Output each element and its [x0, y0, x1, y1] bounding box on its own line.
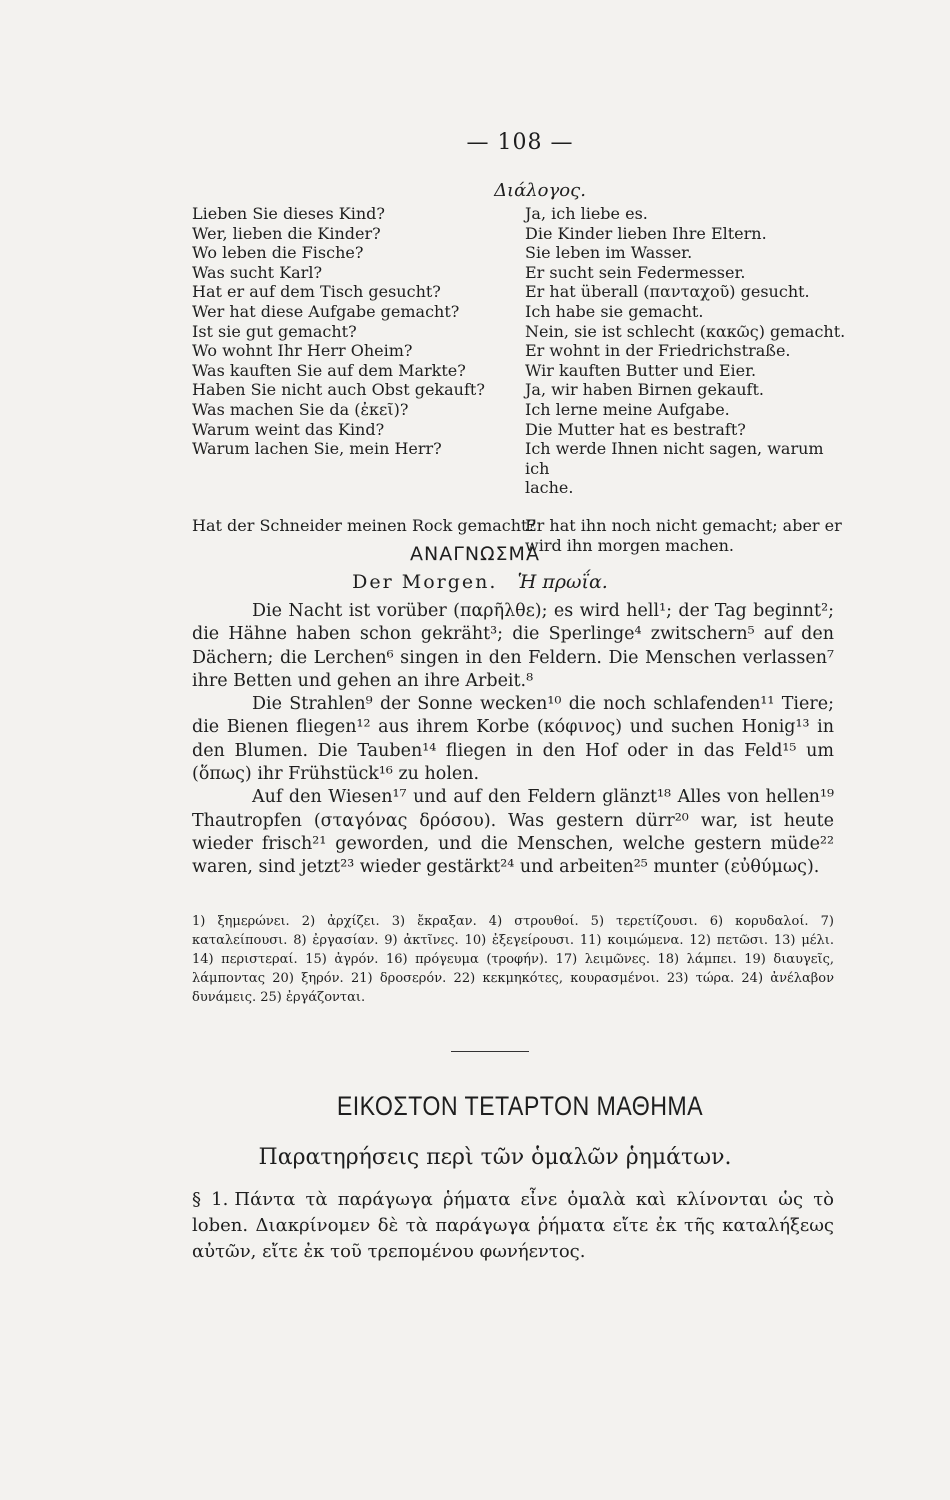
dialogue-question: Ist sie gut gemacht? [192, 321, 357, 341]
reading-subtitle-greek: Ἡ πρωΐα. [517, 571, 608, 593]
dialogue-row [192, 516, 852, 536]
dialogue-question: Was machen Sie da (ἐκεῖ)? [192, 399, 409, 419]
dialogue-row [192, 361, 852, 381]
dialogue-answer: Er hat überall (πανταχοῦ) gesucht. [525, 282, 810, 302]
dialogue-answer: Ich werde Ihnen nicht sagen, warum ich [525, 439, 824, 478]
dialogue-row [192, 420, 852, 440]
paragraph-mark: § 1. [192, 1189, 229, 1210]
dialogue-question: Was kauften Sie auf dem Markte? [192, 360, 466, 380]
dialogue-answer: Er hat ihn noch nicht gemacht; aber er [525, 515, 842, 535]
reading-paragraph: Die Strahlen⁹ der Sonne wecken¹⁰ die noch schlafenden¹¹ Tiere; die Bienen fliegen¹² aus ihrem Korbe (κόφινος) und suchen Honig¹³ in den Blumen. Die Tauben¹⁴ fliegen in den Hof oder in das Feld¹⁵ um (ὅπως) ihr Frühstück¹⁶ zu holen. [192, 694, 834, 785]
dialogue-answer: Wir kauften Butter und Eier. [525, 360, 757, 380]
dialogue-row [192, 341, 852, 361]
lesson-subtitle: Παρατηρήσεις περὶ τῶν ὁμαλῶν ῥημάτων. [258, 1145, 732, 1170]
footnotes: 1) ξημερώνει. 2) ἀρχίζει. 3) ἔκραξαν. 4) στρουθοί. 5) τερετίζουσι. 6) κορυδαλοί. 7) καταλείπουσι. 8) ἐργασίαν. 9) ἀκτῖνες. 10) ἐξεγείρουσι. 11) κοιμώμενα. 12) πετῶσι. 13) μέλι. 14) περιστεραί. 15) ἀγρόν. 16) πρόγευμα (τροφήν). 17) λειμῶνες. 18) λάμπει. 19) διαυγεῖς, λάμποντας 20) ξηρόν. 21) δροσερόν. 22) κεκμηκότες, κουρασμένοι. 23) τώρα. 24) ἀνέλαβον δυνάμεις. 25) ἐργάζονται. [192, 914, 834, 1005]
dialogue-answer: Ja, wir haben Birnen gekauft. [525, 380, 764, 400]
dialogue-row [192, 380, 852, 400]
dialogue-question: Lieben Sie dieses Kind? [192, 204, 385, 223]
dialogue-row [192, 400, 852, 420]
lesson-text [192, 1187, 834, 1265]
dialogue-answer: Die Kinder lieben Ihre Eltern. [525, 223, 767, 243]
dialogue-question: Haben Sie nicht auch Obst gekauft? [192, 380, 485, 400]
reading-paragraph: Die Nacht ist vorüber (παρῆλθε); es wird hell¹; der Tag beginnt²; die Hähne haben schon gekräht³; die Sperlinge⁴ zwitschern⁵ auf den Dächern; die Lerchen⁶ singen in den Feldern. Die Menschen verlassen⁷ ihre Betten und gehen an ihre Arbeit.⁸ [192, 601, 834, 691]
dialogue-answer: Sie leben im Wasser. [525, 243, 693, 263]
dialogue-answer: wird ihn morgen machen. [525, 535, 734, 555]
dialogue-row [192, 263, 852, 283]
dialogue-answer: Er wohnt in der Friedrichstraße. [525, 341, 791, 361]
dialogue-answer: Ich habe sie gemacht. [525, 301, 704, 321]
lesson-title: ΕΙΚΟΣΤΟΝ ΤΕΤΑΡΤΟΝ ΜΑΘΗΜΑ [336, 1091, 704, 1121]
dialogue-question: Wo wohnt Ihr Herr Oheim? [192, 341, 413, 361]
dialogue-question: Warum weint das Kind? [192, 419, 385, 439]
dialogue-row [192, 302, 852, 322]
dialogue-row [192, 478, 852, 498]
reading-subtitle-german: Der Morgen. [352, 571, 498, 593]
dialogue-row [192, 224, 852, 244]
dialogue-question: Hat der Schneider meinen Rock gemacht? [192, 515, 537, 535]
reading-title: ΑΝΑΓΝΩΣΜΑ [410, 543, 540, 565]
dialogue-answer: Die Mutter hat es bestraft? [525, 419, 746, 439]
dialogue-row [192, 243, 852, 263]
dialogue-question: Wo leben die Fische? [192, 243, 364, 263]
dialogue-answer: lache. [525, 478, 574, 498]
dialogue-question: Was sucht Karl? [192, 262, 323, 282]
lesson-paragraph [192, 1187, 834, 1265]
dialogue-answer: Er sucht sein Federmesser. [525, 262, 746, 282]
dialogue-question: Wer, lieben die Kinder? [192, 223, 381, 243]
section-divider [451, 1051, 529, 1052]
dialogue-row [192, 439, 852, 478]
dialogue-question: Wer hat diese Aufgabe gemacht? [192, 301, 460, 321]
lesson-paragraph-text: Πάντα τὰ παράγωγα ῥήματα εἶνε ὁμαλὰ καὶ κλίνονται ὡς τὸ loben. Διακρίνομεν δὲ τὰ παράγωγα ῥήματα εἴτε ἐκ τῆς καταλήξεως αὐτῶν, εἴτε ἐκ τοῦ τρεπομένου φωνήεντος. [192, 1189, 835, 1262]
dialogue-question [192, 478, 525, 498]
dialogue-answer: Ich lerne meine Aufgabe. [525, 399, 730, 419]
dialogue-row [192, 282, 852, 302]
reading-paragraph: Auf den Wiesen¹⁷ und auf den Feldern glänzt¹⁸ Alles von hellen¹⁹ Thautropfen (σταγόνας δρόσου). Was gestern dürr²⁰ war, ist heute wieder frisch²¹ geworden, und die Menschen, welche gestern müde²² waren, sind jetzt²³ wieder gestärkt²⁴ und arbeiten²⁵ munter (εὐθύμως). [192, 787, 834, 878]
dialogue-answer: Nein, sie ist schlecht (κακῶς) gemacht. [525, 321, 846, 341]
reading-subtitle [0, 571, 950, 593]
dialogue-gap [192, 498, 852, 516]
page-number: — 108 — [466, 130, 574, 155]
dialog-title: Διάλογος. [494, 180, 586, 201]
dialogue-section [192, 204, 852, 555]
reading-text [192, 600, 834, 880]
dialogue-row [192, 204, 852, 224]
dialogue-question: Warum lachen Sie, mein Herr? [192, 439, 442, 459]
dialogue-row [192, 322, 852, 342]
dialogue-answer: Ja, ich liebe es. [525, 204, 648, 223]
dialogue-question: Hat er auf dem Tisch gesucht? [192, 282, 441, 302]
